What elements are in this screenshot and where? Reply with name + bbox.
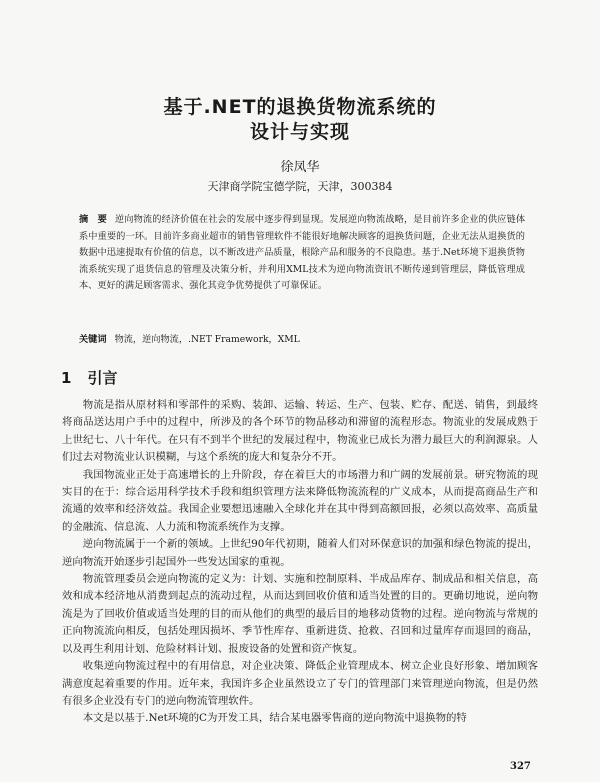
- keywords: [79, 331, 525, 345]
- body-paragraph: 物流管理委员会逆向物流的定义为：计划、实施和控制原料、半成品库存、制成品和相关信息，高效和成本经济地从消费到起点的流动过程，从而达到回收价值和适当处置的目的。更确切地说，逆向物流是为了回收价值或适当处理的目的而从他们的典型的最后目的地移动货物的过程。逆向物流与常规的正向物流流向相反，包括处理因损坏、季节性库存、重新进货、抢救、召回和过量库存而退回的商品，以及再生利用计划、危险材料计划、报废设备的处置和资产恢复。: [62, 573, 538, 655]
- abstract-text: 逆向物流的经济价值在社会的发展中逐步得到显现。发展逆向物流战略，是目前许多企业的供应链体系中重要的一环。目前许多商业超市的销售管理软件不能很好地解决顾客的退换货问题，企业无法从退换货的数据中迅速提取有价值的信息，以不断改进产品质量，根除产品和服务的不良隐患。基于.Net环境下退换货物流系统实现了退货信息的管理及决策分析，并利用XML技术为逆向物流资讯不断传递到管理层，降低管理成本、更好的满足顾客需求、强化其竞争优势提供了可靠保证。: [79, 214, 526, 292]
- section-heading: [61, 367, 117, 388]
- paper-title-line1: 基于.NET的退换货物流系统的: [163, 96, 437, 118]
- body-paragraph: 物流是指从原材料和零部件的采购、装卸、运输、转运、生产、包装、贮存、配送、销售，到最终将商品送达用户手中的过程中，所涉及的各个环节的物品移动和滞留的流程形态。物流业的发展成熟于上世纪七、八十年代。在只有不到半个世纪的发展过程中，物流业已成长为潜力最巨大的利润源泉。人们过去对物流业认识模糊，与这个系统的庞大和复杂分不开。: [62, 399, 538, 464]
- author-name: 徐凤华: [280, 160, 320, 175]
- body-paragraph: 逆向物流属于一个新的领域。上世纪90年代初期，随着人们对环保意识的加强和绿色物流的提出，逆向物流开始逐步引起国外一些发达国家的重视。: [62, 538, 538, 568]
- body-text: [62, 397, 538, 728]
- abstract-label: 摘 要: [79, 214, 107, 225]
- section-title: 引言: [87, 369, 118, 387]
- page-number: 327: [510, 761, 531, 772]
- body-paragraph: 收集逆向物流过程中的有用信息，对企业决策、降低企业管理成本、树立企业良好形象、增加顾客满意度起着重要的作用。近年来，我国许多企业虽然设立了专门的管理部门来管理逆向物流，但是仍然有很多企业没有专门的逆向物流管理软件。: [62, 660, 538, 707]
- paper-title-line2: 设计与实现: [249, 121, 350, 143]
- author-affiliation: 天津商学院宝德学院，天津，300384: [207, 180, 393, 193]
- keywords-text: 物流，逆向物流，.NET Framework，XML: [114, 334, 300, 345]
- section-number: 1: [61, 369, 72, 387]
- keywords-label: 关键词: [79, 334, 107, 345]
- abstract: [79, 212, 525, 295]
- body-paragraph: 我国物流业正处于高速增长的上升阶段，存在着巨大的市场潜力和广阔的发展前景。研究物流的现实目的在于：综合运用科学技术手段和组织管理方法来降低物流流程的广义成本，从而提高商品生产和流通的效率和经济效益。我国企业要想迅速融入全球化并在其中得到高额回报，必须以高效率、高质量的金融流、信息流、人力流和物流系统作为支撑。: [62, 468, 538, 533]
- body-paragraph: 本文是以基于.Net环境的C为开发工具，结合某电器零售商的逆向物流中退换物的特: [82, 712, 467, 725]
